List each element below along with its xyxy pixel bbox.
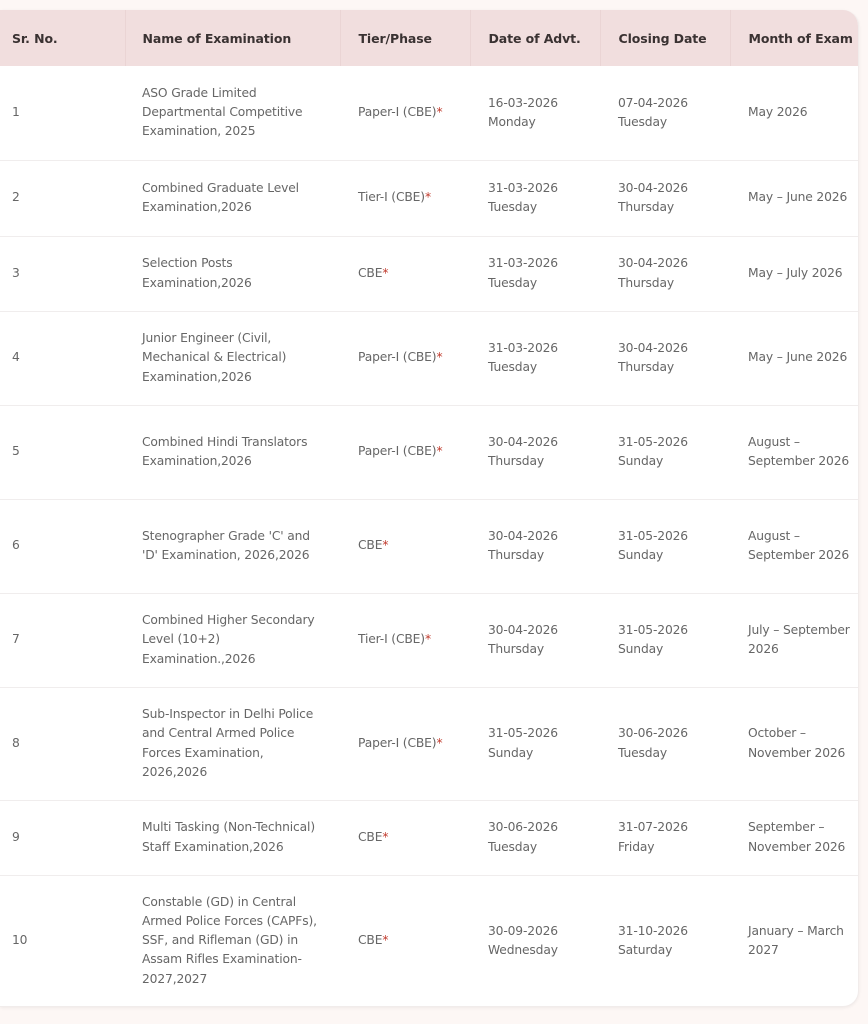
- advt-date: 31-05-2026: [488, 726, 558, 741]
- advt-date: 30-04-2026: [488, 528, 558, 543]
- tier-phase-cell: [340, 311, 470, 405]
- closing-date-cell: [600, 800, 730, 875]
- table-row: [0, 66, 858, 160]
- tier-phase-text: Paper-I (CBE): [358, 350, 437, 365]
- tier-phase-cell: [340, 405, 470, 499]
- closing-day: Thursday: [618, 360, 674, 374]
- tier-phase-cell: [340, 800, 470, 875]
- exam-name-cell: Stenographer Grade 'C' and 'D' Examination, 2026,2026: [142, 528, 310, 562]
- table-row: [0, 499, 858, 593]
- advt-day: Thursday: [488, 454, 544, 468]
- exam-month-cell: May – July 2026: [748, 265, 843, 280]
- tier-phase-cell: [340, 593, 470, 687]
- closing-day: Sunday: [618, 454, 664, 468]
- closing-date: 30-04-2026: [618, 256, 688, 271]
- advt-day: Sunday: [488, 745, 534, 760]
- advt-date-cell: [470, 66, 600, 160]
- sr-no-cell: 6: [12, 538, 20, 553]
- advt-day: Tuesday: [488, 275, 537, 290]
- closing-date: 31-05-2026: [618, 622, 688, 637]
- tier-phase-text: CBE: [358, 265, 383, 280]
- advt-date-cell: [470, 687, 600, 800]
- advt-date: 31-03-2026: [488, 256, 558, 271]
- exam-name-cell: ASO Grade Limited Departmental Competitive Examination, 2025: [142, 85, 303, 139]
- sr-no-cell: 9: [12, 829, 20, 844]
- closing-date: 31-10-2026: [618, 923, 688, 938]
- closing-date-cell: [600, 687, 730, 800]
- advt-date-cell: [470, 875, 600, 1006]
- exam-name-cell: Combined Higher Secondary Level (10+2) Examination.,2026: [142, 613, 315, 666]
- asterisk-mark: *: [436, 350, 443, 365]
- sr-no-cell: 1: [12, 105, 20, 120]
- asterisk-mark: *: [382, 829, 389, 844]
- tier-phase-cell: [340, 875, 470, 1006]
- asterisk-mark: *: [436, 444, 443, 459]
- exam-month-cell: July – September 2026: [748, 622, 850, 656]
- exam-name-cell: Selection Posts Examination,2026: [142, 256, 252, 290]
- advt-date: 30-04-2026: [488, 622, 558, 637]
- advt-day: Thursday: [488, 548, 544, 562]
- table-row: [0, 875, 858, 1006]
- advt-date: 31-03-2026: [488, 340, 558, 355]
- advt-date-cell: [470, 236, 600, 311]
- closing-day: Tuesday: [618, 114, 667, 129]
- exam-month-cell: September – November 2026: [748, 820, 846, 854]
- table-row: [0, 687, 858, 800]
- closing-date-cell: [600, 311, 730, 405]
- asterisk-mark: *: [436, 105, 443, 120]
- advt-date: 16-03-2026: [488, 95, 558, 110]
- tier-phase-cell: [340, 687, 470, 800]
- advt-date-cell: [470, 160, 600, 236]
- advt-day: Tuesday: [488, 839, 537, 854]
- tier-phase-text: Paper-I (CBE): [358, 444, 437, 459]
- sr-no-cell: 7: [12, 632, 20, 647]
- exam-calendar-card: [0, 10, 859, 1007]
- exam-month-cell: January – March 2027: [748, 923, 844, 957]
- header-exam-name: Name of Examination: [125, 10, 340, 66]
- exam-name-cell: Junior Engineer (Civil, Mechanical & Electrical) Examination,2026: [142, 331, 287, 384]
- closing-date-cell: [600, 236, 730, 311]
- advt-date: 30-06-2026: [488, 820, 558, 835]
- closing-date: 31-05-2026: [618, 528, 688, 543]
- exam-name-cell: Constable (GD) in Central Armed Police Forces (CAPFs), SSF, and Rifleman (GD) in Assam Rifles Examination-2027,2027: [142, 894, 317, 986]
- asterisk-mark: *: [424, 190, 431, 205]
- exam-month-cell: October – November 2026: [748, 726, 846, 760]
- tier-phase-text: CBE: [358, 538, 383, 553]
- sr-no-cell: 5: [12, 444, 20, 459]
- tier-phase-text: Paper-I (CBE): [358, 735, 437, 750]
- exam-name-cell: Sub-Inspector in Delhi Police and Central Armed Police Forces Examination, 2026,2026: [142, 707, 314, 779]
- closing-date: 30-04-2026: [618, 180, 688, 195]
- asterisk-mark: *: [382, 933, 389, 948]
- tier-phase-cell: [340, 499, 470, 593]
- advt-day: Thursday: [488, 642, 544, 656]
- advt-date-cell: [470, 800, 600, 875]
- advt-day: Monday: [488, 114, 536, 129]
- exam-calendar-table: [0, 10, 858, 1006]
- closing-date-cell: [600, 593, 730, 687]
- closing-day: Thursday: [618, 275, 674, 290]
- sr-no-cell: 2: [12, 190, 20, 205]
- closing-day: Saturday: [618, 942, 673, 957]
- sr-no-cell: 10: [12, 933, 28, 948]
- advt-date: 30-04-2026: [488, 434, 558, 449]
- closing-day: Friday: [618, 839, 655, 854]
- header-exam-month: Month of Exam: [730, 10, 858, 66]
- closing-date: 07-04-2026: [618, 95, 688, 110]
- closing-date-cell: [600, 160, 730, 236]
- tier-phase-text: CBE: [358, 829, 383, 844]
- advt-date-cell: [470, 593, 600, 687]
- closing-day: Sunday: [618, 548, 664, 562]
- table-header-row: [0, 10, 858, 66]
- closing-day: Tuesday: [618, 745, 667, 760]
- exam-month-cell: May – June 2026: [748, 350, 848, 365]
- advt-day: Wednesday: [488, 942, 558, 957]
- advt-day: Tuesday: [488, 200, 537, 214]
- tier-phase-text: Tier-I (CBE): [358, 190, 425, 205]
- table-row: [0, 311, 858, 405]
- asterisk-mark: *: [382, 538, 389, 553]
- table-body: [0, 66, 858, 1006]
- closing-day: Sunday: [618, 642, 664, 656]
- closing-day: Thursday: [618, 200, 674, 214]
- table-row: [0, 236, 858, 311]
- tier-phase-text: CBE: [358, 933, 383, 948]
- closing-date: 30-04-2026: [618, 340, 688, 355]
- tier-phase-text: Tier-I (CBE): [358, 632, 425, 647]
- asterisk-mark: *: [382, 265, 389, 280]
- advt-date-cell: [470, 311, 600, 405]
- sr-no-cell: 3: [12, 265, 20, 280]
- sr-no-cell: 8: [12, 735, 20, 750]
- exam-month-cell: May 2026: [748, 105, 808, 120]
- closing-date: 30-06-2026: [618, 726, 688, 741]
- tier-phase-cell: [340, 160, 470, 236]
- closing-date-cell: [600, 66, 730, 160]
- advt-day: Tuesday: [488, 360, 537, 374]
- table-row: [0, 593, 858, 687]
- closing-date: 31-07-2026: [618, 820, 688, 835]
- header-closing-date: Closing Date: [600, 10, 730, 66]
- exam-month-cell: August – September 2026: [748, 528, 850, 562]
- closing-date-cell: [600, 405, 730, 499]
- asterisk-mark: *: [424, 632, 431, 647]
- advt-date-cell: [470, 405, 600, 499]
- sr-no-cell: 4: [12, 350, 20, 365]
- exam-name-cell: Combined Hindi Translators Examination,2026: [142, 434, 308, 468]
- tier-phase-cell: [340, 236, 470, 311]
- table-row: [0, 800, 858, 875]
- exam-name-cell: Multi Tasking (Non-Technical) Staff Examination,2026: [142, 820, 315, 854]
- asterisk-mark: *: [436, 735, 443, 750]
- tier-phase-text: Paper-I (CBE): [358, 105, 437, 120]
- advt-date: 31-03-2026: [488, 180, 558, 195]
- exam-month-cell: May – June 2026: [748, 190, 848, 205]
- header-sr-no: Sr. No.: [12, 30, 58, 46]
- table-row: [0, 160, 858, 236]
- table-row: [0, 405, 858, 499]
- closing-date-cell: [600, 875, 730, 1006]
- closing-date: 31-05-2026: [618, 434, 688, 449]
- header-advt-date: Date of Advt.: [470, 10, 600, 66]
- exam-name-cell: Combined Graduate Level Examination,2026: [142, 180, 299, 214]
- advt-date: 30-09-2026: [488, 923, 558, 938]
- advt-date-cell: [470, 499, 600, 593]
- header-tier-phase: Tier/Phase: [340, 10, 470, 66]
- closing-date-cell: [600, 499, 730, 593]
- tier-phase-cell: [340, 66, 470, 160]
- exam-month-cell: August – September 2026: [748, 434, 850, 468]
